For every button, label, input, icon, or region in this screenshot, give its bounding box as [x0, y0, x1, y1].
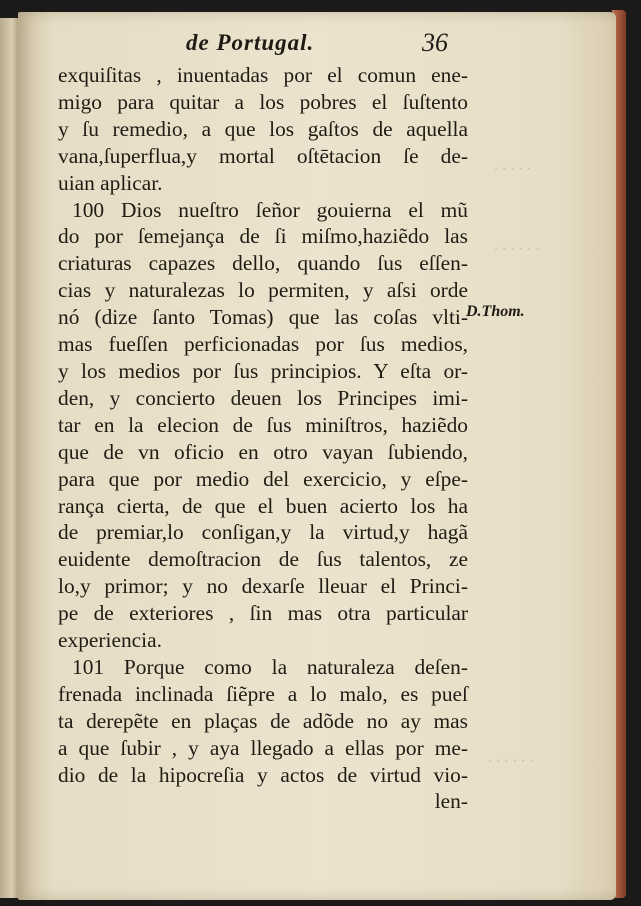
body-text: [58, 62, 468, 815]
running-title: de Portugal.: [186, 30, 315, 55]
text-line: y los medios por ſus principios. Y eſta or-: [58, 358, 468, 383]
text-line: a que ſubir , y aya llegado a ellas por me-: [58, 735, 468, 760]
text-line: rança cierta, de que el buen acierto los ha: [58, 493, 468, 518]
catchword: len-: [434, 789, 468, 814]
text-line: experiencia.: [58, 628, 162, 653]
bleed-through-margin-mark: · · · · ·: [494, 162, 532, 177]
text-line: exquiſitas , inuentadas por el comun ene-: [58, 63, 468, 87]
text-line: ta derepẽte en plaças de adõde no ay mas: [58, 708, 468, 733]
facing-page-edge: [0, 18, 20, 898]
text-line: pe de exteriores , ſin mas otra particular: [58, 601, 468, 626]
text-line: para que por medio del exercicio, y eſpe-: [58, 466, 468, 491]
text-line: tar en la elecion de ſus miniſtros, haziẽdo: [58, 412, 468, 437]
paragraph-100-start: 100 Dios nueſtro ſeñor gouierna el mũ: [72, 197, 468, 222]
text-line: cias y naturalezas lo permiten, y aſsi orde: [58, 278, 468, 303]
text-line: nó (dize ſanto Tomas) que las coſas vlti-: [58, 305, 468, 330]
text-line: dio de la hipocreſia y actos de virtud vio-: [58, 762, 468, 787]
paragraph-101-start: 101 Porque como la naturaleza deſen-: [72, 654, 468, 679]
text-line: criaturas capazes dello, quando ſus eſſen-: [58, 251, 468, 276]
text-line: den, y concierto deuen los Principes imi-: [58, 385, 468, 410]
text-line: y ſu remedio, a que los gaſtos de aquella: [58, 116, 468, 141]
text-line: mas fueſſen perficionadas por ſus medios,: [58, 332, 468, 357]
text-line: euidente demoſtracion de ſus talentos, ze: [58, 547, 468, 572]
text-line: vana,ſuperflua,y mortal oſtētacion ſe de-: [58, 143, 468, 168]
bleed-through-margin-mark: · · · · · ·: [488, 754, 534, 769]
text-line: migo para quitar a los pobres el ſuſtento: [58, 89, 468, 114]
text-line: lo,y primor; y no dexarſe lleuar el Princi-: [58, 574, 468, 599]
text-line: uian aplicar.: [58, 170, 163, 195]
bleed-through-margin-mark: · · · · · ·: [494, 242, 540, 257]
text-line: de premiar,lo conſigan,y la virtud,y hagã: [58, 520, 468, 545]
page-number: 36: [422, 28, 448, 57]
text-line: frenada inclinada ſiẽpre a lo malo, es pueſ: [58, 681, 468, 706]
text-line: que de vn oficio en otro vayan ſubiendo,: [58, 439, 468, 464]
text-line: do por ſemejança de ſi miſmo,haziẽdo las: [58, 224, 468, 249]
marginal-citation: D.Thom.: [466, 303, 525, 320]
